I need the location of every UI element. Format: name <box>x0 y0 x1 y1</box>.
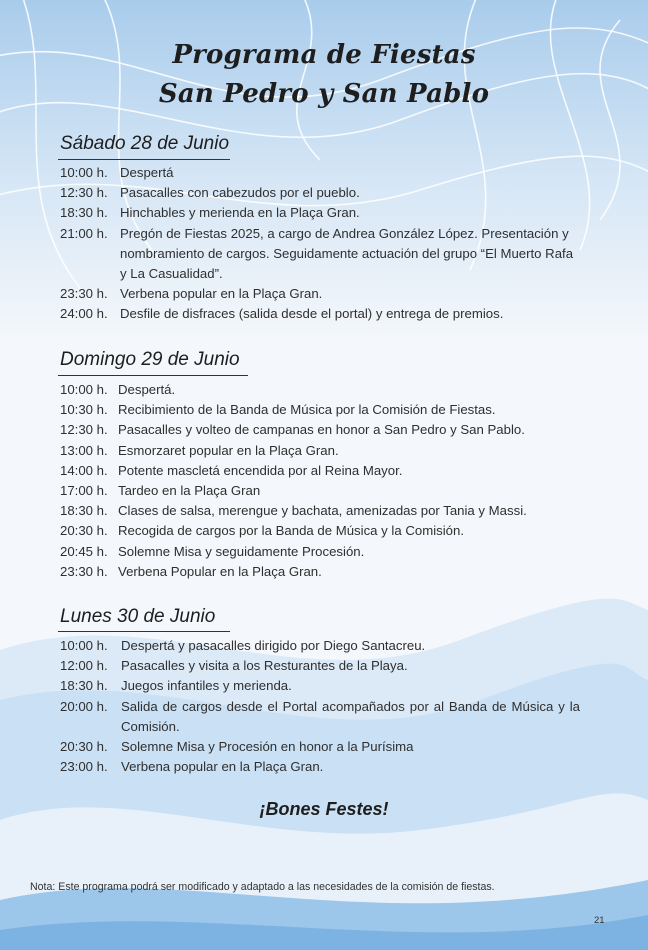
item-text: Despertá. <box>118 382 176 397</box>
item-text: Pasacalles y visita a los Resturantes de la Playa. <box>121 658 408 674</box>
item-time: 17:00 h. <box>60 483 108 499</box>
item-text: Verbena popular en la Plaça Gran. <box>121 759 324 775</box>
list-item <box>60 521 580 541</box>
item-time: 23:30 h. <box>60 286 108 302</box>
item-text: Pasacalles con cabezudos por el pueblo. <box>120 185 360 201</box>
item-time: 21:00 h. <box>60 225 108 241</box>
item-time: 10:00 h. <box>60 382 108 397</box>
item-time: 12:30 h. <box>60 185 108 201</box>
list-item <box>60 183 580 203</box>
title-line-2: San Pedro y San Pablo <box>158 79 490 109</box>
item-text: Verbena popular en la Plaça Gran. <box>120 286 323 302</box>
schedule-list-domingo <box>60 380 580 582</box>
list-item <box>60 420 580 440</box>
item-text: Salida de cargos desde el Portal acompañados por al Banda de Música y la Comisión. <box>121 698 580 734</box>
list-item <box>60 676 580 696</box>
item-text: Pasacalles y volteo de campanas en honor a San Pedro y San Pablo. <box>118 422 525 438</box>
list-item <box>60 461 580 481</box>
list-item <box>60 697 580 737</box>
item-text: Desfile de disfraces (salida desde el portal) y entrega de premios. <box>120 306 504 322</box>
item-time: 13:00 h. <box>60 442 108 458</box>
item-time: 23:00 h. <box>60 759 108 775</box>
item-time: 20:45 h. <box>60 543 108 559</box>
section-underline-sabado <box>58 159 230 160</box>
list-item <box>60 441 580 461</box>
title-line-1: Programa de Fiestas <box>172 40 476 70</box>
section-underline-lunes <box>58 631 230 632</box>
item-text: Recibimiento de la Banda de Música por la Comisión de Fiestas. <box>118 402 496 418</box>
list-item <box>60 380 580 400</box>
section-heading-sabado: Sábado 28 de Junio <box>60 133 230 154</box>
list-item <box>60 224 580 285</box>
item-time: 12:30 h. <box>60 422 108 438</box>
item-text: Potente mascletá encendida por al Reina Mayor. <box>118 462 403 478</box>
list-item <box>60 562 580 582</box>
item-text: Clases de salsa, merengue y bachata, amenizadas por Tania y Massi. <box>118 503 527 519</box>
item-text: Pregón de Fiestas 2025, a cargo de Andrea González López. Presentación y nombramiento de cargos. Seguidamente actuación del grupo “El Muerto Rafa y La Casualidad”. <box>120 225 574 282</box>
list-item <box>60 284 580 304</box>
page-number: 21 <box>594 915 605 926</box>
section-heading-domingo: Domingo 29 de Junio <box>60 349 240 370</box>
closing-greeting: ¡Bones Festes! <box>259 799 389 819</box>
item-text: Tardeo en la Plaça Gran <box>118 483 261 499</box>
item-time: 10:00 h. <box>60 638 108 653</box>
list-item <box>60 304 580 324</box>
item-time: 12:00 h. <box>60 658 108 674</box>
item-time: 18:30 h. <box>60 678 108 694</box>
item-time: 10:00 h. <box>60 165 108 180</box>
item-time: 18:30 h. <box>60 205 108 221</box>
item-time: 20:30 h. <box>60 523 108 539</box>
item-text: Recogida de cargos por la Banda de Música y la Comisión. <box>118 523 464 539</box>
list-item <box>60 737 580 757</box>
item-time: 18:30 h. <box>60 503 108 519</box>
schedule-list-sabado <box>60 163 580 325</box>
list-item <box>60 636 580 656</box>
list-item <box>60 203 580 223</box>
item-text: Despertá y pasacalles dirigido por Diego Santacreu. <box>121 638 426 653</box>
item-text: Esmorzaret popular en la Plaça Gran. <box>118 442 339 458</box>
schedule-list-lunes <box>60 636 580 777</box>
list-item <box>60 481 580 501</box>
section-heading-lunes: Lunes 30 de Junio <box>60 606 216 627</box>
item-time: 10:30 h. <box>60 402 108 418</box>
item-text: Verbena Popular en la Plaça Gran. <box>118 563 322 579</box>
footer-note: Nota: Este programa podrá ser modificado y adaptado a las necesidades de la comisión de fiestas. <box>30 881 495 893</box>
item-time: 24:00 h. <box>60 306 108 322</box>
list-item <box>60 501 580 521</box>
item-time: 20:00 h. <box>60 698 108 714</box>
item-text: Despertá <box>120 165 174 180</box>
list-item <box>60 542 580 562</box>
list-item <box>60 656 580 676</box>
item-text: Juegos infantiles y merienda. <box>121 678 292 694</box>
item-text: Hinchables y merienda en la Plaça Gran. <box>120 205 360 221</box>
item-time: 14:00 h. <box>60 462 108 478</box>
item-time: 23:30 h. <box>60 563 108 579</box>
item-text: Solemne Misa y Procesión en honor a la Purísima <box>121 739 414 755</box>
list-item <box>60 400 580 420</box>
section-underline-domingo <box>58 375 248 376</box>
item-text: Solemne Misa y seguidamente Procesión. <box>118 543 365 559</box>
list-item <box>60 757 580 777</box>
list-item <box>60 163 580 183</box>
item-time: 20:30 h. <box>60 739 108 755</box>
